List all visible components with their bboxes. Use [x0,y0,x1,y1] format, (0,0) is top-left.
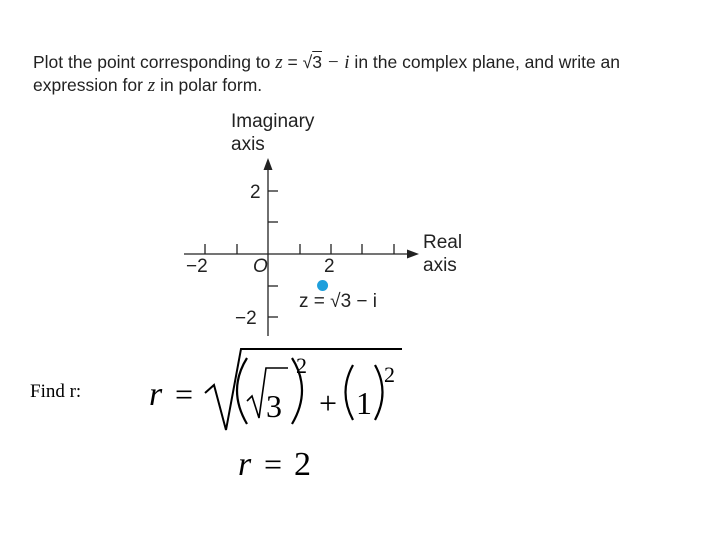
inner-radicand-3: 3 [266,388,282,424]
r-variable-1: r [149,376,163,413]
r-variable-2: r [238,446,252,483]
origin-label: O [253,256,268,277]
left-paren-2 [346,365,354,420]
tick-label-x-2: 2 [324,256,335,277]
radicand-three: 3 [312,52,322,72]
equals-1: = [175,376,194,412]
exponent-2a: 2 [296,353,307,378]
z-variable: z [275,52,283,73]
z-variable-2: z [147,75,156,96]
real-axis-label-2: axis [423,255,457,276]
problem-text-2a: expression for [33,75,148,95]
equals-2: = [264,446,283,482]
plus-sign: + [319,385,338,421]
real-axis-label-1: Real [423,232,463,253]
exponent-2b: 2 [384,362,395,387]
sqrt-symbol: √ [302,52,313,72]
tick-label-y-2: 2 [250,182,261,203]
imag-axis-label-1: Imaginary [231,111,315,132]
one-value: 1 [356,385,372,421]
r-value: 2 [294,446,311,483]
problem-text-1a: Plot the point corresponding to [33,52,276,72]
imag-axis-label-2: axis [231,134,265,155]
right-paren-2 [375,365,383,420]
tick-label-x-neg2: −2 [186,256,208,277]
problem-text-2b: in polar form. [155,75,263,95]
problem-text-1b: in the complex plane, and write an [349,52,621,72]
point-z-label: z = √3 − i [299,291,378,312]
equals-sign: = [282,52,303,72]
find-r-label: Find r: [30,381,82,402]
tick-label-y-neg2: −2 [235,308,257,329]
minus-i: − i [321,52,350,73]
